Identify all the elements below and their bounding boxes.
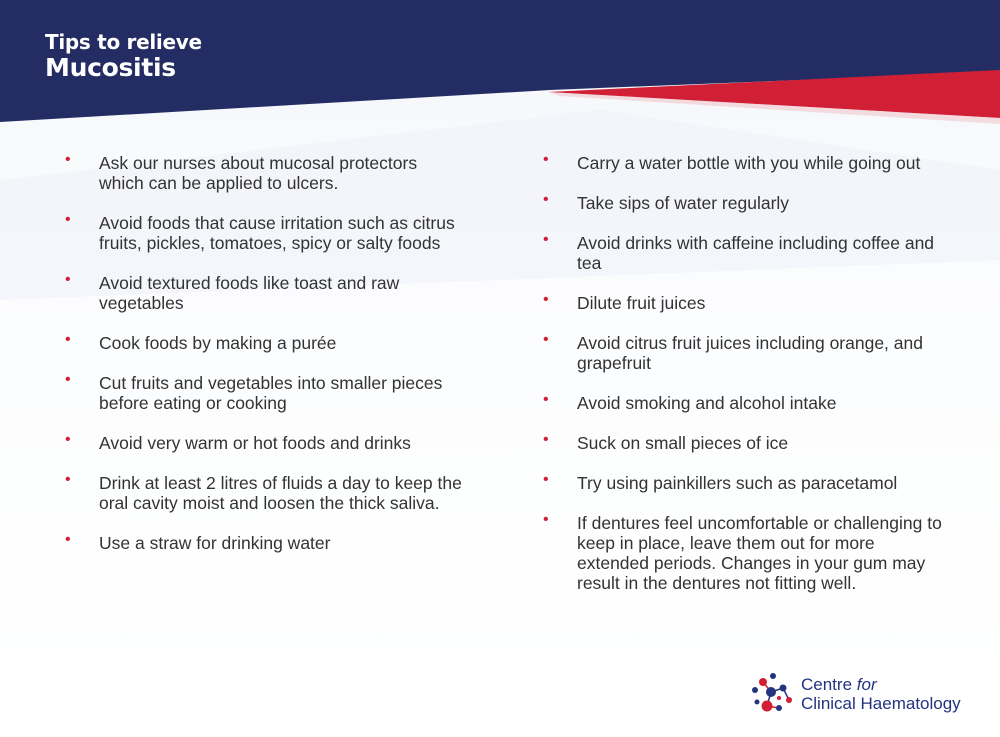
tip-text: Avoid citrus fruit juices including orange, and grapefruit bbox=[577, 333, 923, 373]
tip-item bbox=[65, 333, 465, 353]
bullet-icon: • bbox=[65, 371, 71, 388]
tip-text: Avoid very warm or hot foods and drinks bbox=[99, 433, 411, 453]
logo-text bbox=[801, 675, 961, 713]
tip-text: Drink at least 2 litres of fluids a day to keep the oral cavity moist and loosen the thick saliva. bbox=[99, 473, 462, 513]
tip-text: Dilute fruit juices bbox=[577, 293, 706, 313]
bullet-icon: • bbox=[543, 291, 549, 308]
tip-text: Cut fruits and vegetables into smaller pieces before eating or cooking bbox=[99, 373, 443, 413]
tip-text: Try using painkillers such as paracetamol bbox=[577, 473, 898, 493]
logo-line-2: Clinical Haematology bbox=[801, 694, 961, 713]
title-line-2: Mucositis bbox=[45, 53, 176, 82]
tip-text: Ask our nurses about mucosal protectors which can be applied to ulcers. bbox=[99, 153, 418, 193]
tip-item bbox=[65, 153, 465, 193]
tip-item bbox=[543, 513, 943, 593]
bullet-icon: • bbox=[543, 231, 549, 248]
tip-text: Suck on small pieces of ice bbox=[577, 433, 789, 453]
tip-item bbox=[65, 533, 465, 553]
tip-text: Take sips of water regularly bbox=[577, 193, 790, 213]
tip-item bbox=[65, 433, 465, 453]
tip-text: If dentures feel uncomfortable or challenging to keep in place, leave them out for more extended periods. Changes in your gum may result in the dentures not fitting well. bbox=[577, 513, 942, 593]
bullet-icon: • bbox=[65, 331, 71, 348]
bullet-icon: • bbox=[65, 151, 71, 168]
organization-logo bbox=[749, 668, 989, 718]
tip-item bbox=[543, 233, 943, 273]
bullet-icon: • bbox=[543, 471, 549, 488]
tip-item bbox=[65, 213, 465, 253]
tip-item bbox=[543, 393, 943, 413]
tip-item bbox=[543, 153, 943, 173]
tip-text: Use a straw for drinking water bbox=[99, 533, 331, 553]
tip-item bbox=[543, 193, 943, 213]
left-tips-list bbox=[65, 153, 465, 553]
tip-item bbox=[65, 473, 465, 513]
bullet-icon: • bbox=[65, 431, 71, 448]
tip-text: Avoid smoking and alcohol intake bbox=[577, 393, 837, 413]
bullet-icon: • bbox=[543, 191, 549, 208]
logo-word-centre: Centre bbox=[801, 675, 853, 694]
tip-text: Avoid textured foods like toast and raw vegetables bbox=[99, 273, 400, 313]
bullet-icon: • bbox=[543, 331, 549, 348]
tip-item bbox=[543, 333, 943, 373]
bullet-icon: • bbox=[543, 511, 549, 528]
bullet-icon: • bbox=[543, 151, 549, 168]
logo-line-1 bbox=[801, 675, 961, 694]
bullet-icon: • bbox=[543, 431, 549, 448]
bullet-icon: • bbox=[543, 391, 549, 408]
tip-item bbox=[65, 373, 465, 413]
tip-text: Cook foods by making a purée bbox=[99, 333, 337, 353]
bullet-icon: • bbox=[65, 471, 71, 488]
tip-item bbox=[543, 473, 943, 493]
right-tips-list bbox=[543, 153, 943, 613]
tip-text: Carry a water bottle with you while going out bbox=[577, 153, 921, 173]
tip-text: Avoid foods that cause irritation such as citrus fruits, pickles, tomatoes, spicy or salty foods bbox=[99, 213, 455, 253]
tip-text: Avoid drinks with caffeine including coffee and tea bbox=[577, 233, 935, 273]
bullet-icon: • bbox=[65, 531, 71, 548]
tip-item bbox=[543, 433, 943, 453]
molecule-logo-icon bbox=[749, 668, 799, 718]
logo-word-for: for bbox=[856, 675, 877, 694]
tip-item bbox=[65, 273, 465, 313]
bullet-icon: • bbox=[65, 211, 71, 228]
page-title bbox=[45, 30, 202, 81]
tip-item bbox=[543, 293, 943, 313]
title-line-1: Tips to relieve bbox=[45, 30, 202, 54]
bullet-icon: • bbox=[65, 271, 71, 288]
